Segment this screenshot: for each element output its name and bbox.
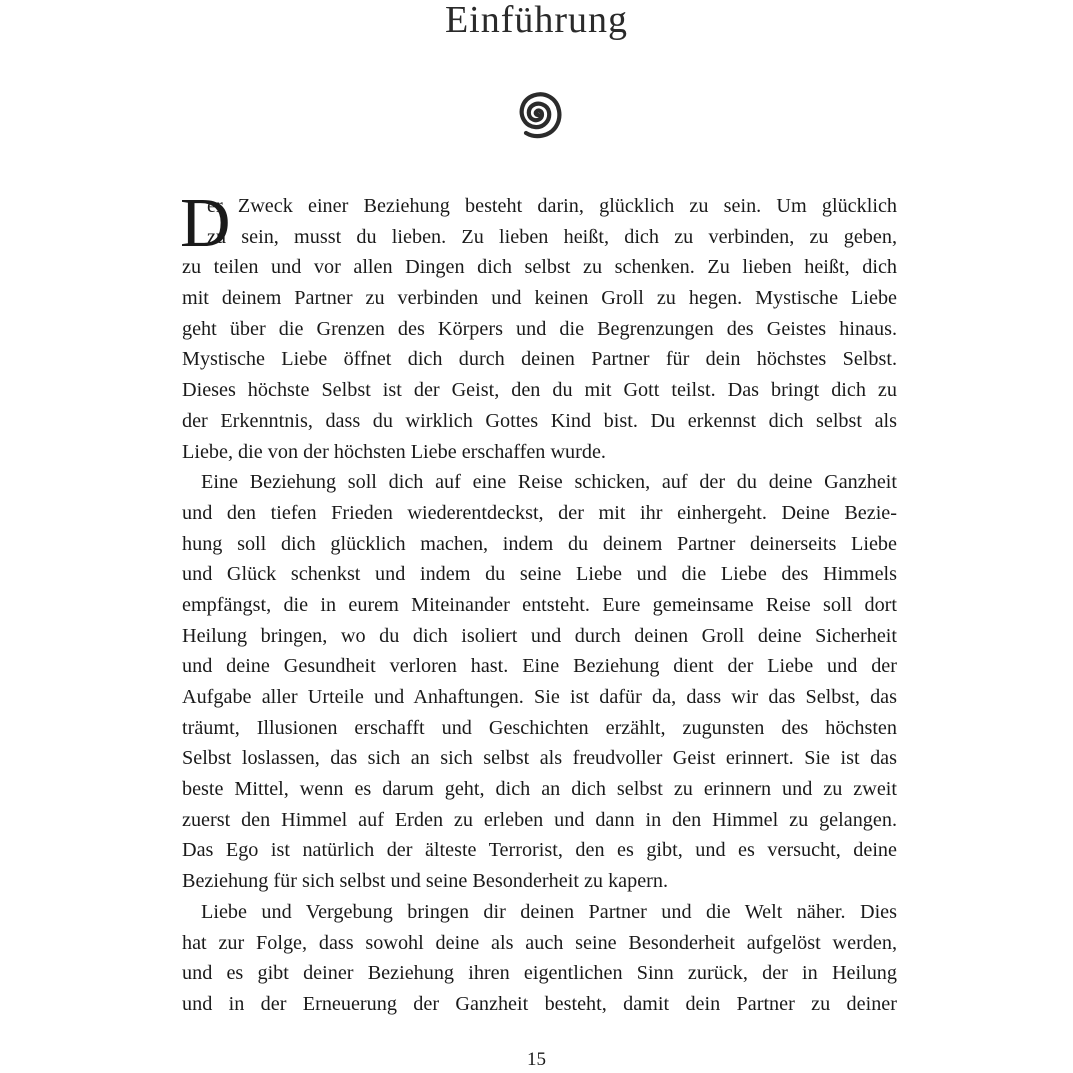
text-line: hung soll dich glücklich machen, indem du deinem Partner deinerseits Liebe [182, 532, 897, 555]
paragraph-2 [182, 467, 897, 897]
text-line: und deine Gesundheit verloren hast. Eine Beziehung dient der Liebe und der [182, 655, 897, 678]
paragraph-3 [182, 897, 897, 1020]
body-text [180, 185, 897, 1020]
text-line: und Glück schenkst und indem du seine Liebe und die Liebe des Himmels [182, 563, 897, 586]
page-number: 15 [527, 1049, 546, 1070]
text-line: zuerst den Himmel auf Erden zu erleben und dann in den Himmel zu gelangen. [182, 808, 897, 831]
text-line: empfängst, die in eurem Miteinander entsteht. Eure gemeinsame Reise soll dort [182, 593, 897, 616]
chapter-title: Einführung [444, 0, 629, 41]
text-line: Liebe, die von der höchsten Liebe erschaffen wurde. [182, 440, 606, 463]
text-line: geht über die Grenzen des Körpers und die Begrenzungen des Geistes hinaus. [182, 317, 897, 340]
text-line: und es gibt deiner Beziehung ihren eigentlichen Sinn zurück, der in Heilung [182, 962, 897, 985]
text-line: träumt, Illusionen erschafft und Geschichten erzählt, zugunsten des höchsten [182, 716, 897, 739]
text-line: zu sein, musst du lieben. Zu lieben heißt, dich zu verbinden, zu geben, [207, 225, 897, 248]
text-line: er Zweck einer Beziehung besteht darin, glücklich zu sein. Um glücklich [207, 195, 897, 217]
text-line: Aufgabe aller Urteile und Anhaftungen. Sie ist dafür da, dass wir das Selbst, das [182, 686, 897, 708]
text-line: Mystische Liebe öffnet dich durch deinen Partner für dein höchstes Selbst. [182, 348, 897, 371]
text-line: mit deinem Partner zu verbinden und keinen Groll zu hegen. Mystische Liebe [182, 287, 897, 310]
text-line: und in der Erneuerung der Ganzheit besteht, damit dein Partner zu deiner [182, 992, 897, 1015]
text-line: beste Mittel, wenn es darum geht, dich an dich selbst zu erinnern und zu zweit [182, 778, 897, 801]
text-line: Beziehung für sich selbst und seine Besonderheit zu kapern. [182, 870, 669, 893]
text-line: Selbst loslassen, das sich an sich selbst als freudvoller Geist erinnert. Sie ist das [182, 747, 897, 770]
text-line: hat zur Folge, dass sowohl deine als auch seine Besonderheit aufgelöst werden, [182, 931, 897, 954]
text-line: Das Ego ist natürlich der älteste Terrorist, den es gibt, und es versucht, deine [182, 839, 897, 862]
text-line: Liebe und Vergebung bringen dir deinen Partner und die Welt näher. Dies [201, 900, 897, 923]
text-line: und den tiefen Frieden wiederentdeckst, der mit ihr einhergeht. Deine Bezie- [182, 501, 897, 524]
text-line: zu teilen und vor allen Dingen dich selbst zu schenken. Zu lieben heißt, dich [182, 256, 897, 279]
drop-cap: D [180, 185, 231, 262]
spiral-ornament-icon [505, 80, 571, 146]
text-line: der Erkenntnis, dass du wirklich Gottes Kind bist. Du erkennst dich selbst als [182, 409, 897, 432]
text-line: Heilung bringen, wo du dich isoliert und durch deinen Groll deine Sicherheit [182, 624, 897, 647]
paragraph-1 [180, 185, 897, 467]
text-line: Eine Beziehung soll dich auf eine Reise schicken, auf der du deine Ganzheit [201, 471, 897, 494]
text-line: Dieses höchste Selbst ist der Geist, den du mit Gott teilst. Das bringt dich zu [182, 379, 897, 402]
